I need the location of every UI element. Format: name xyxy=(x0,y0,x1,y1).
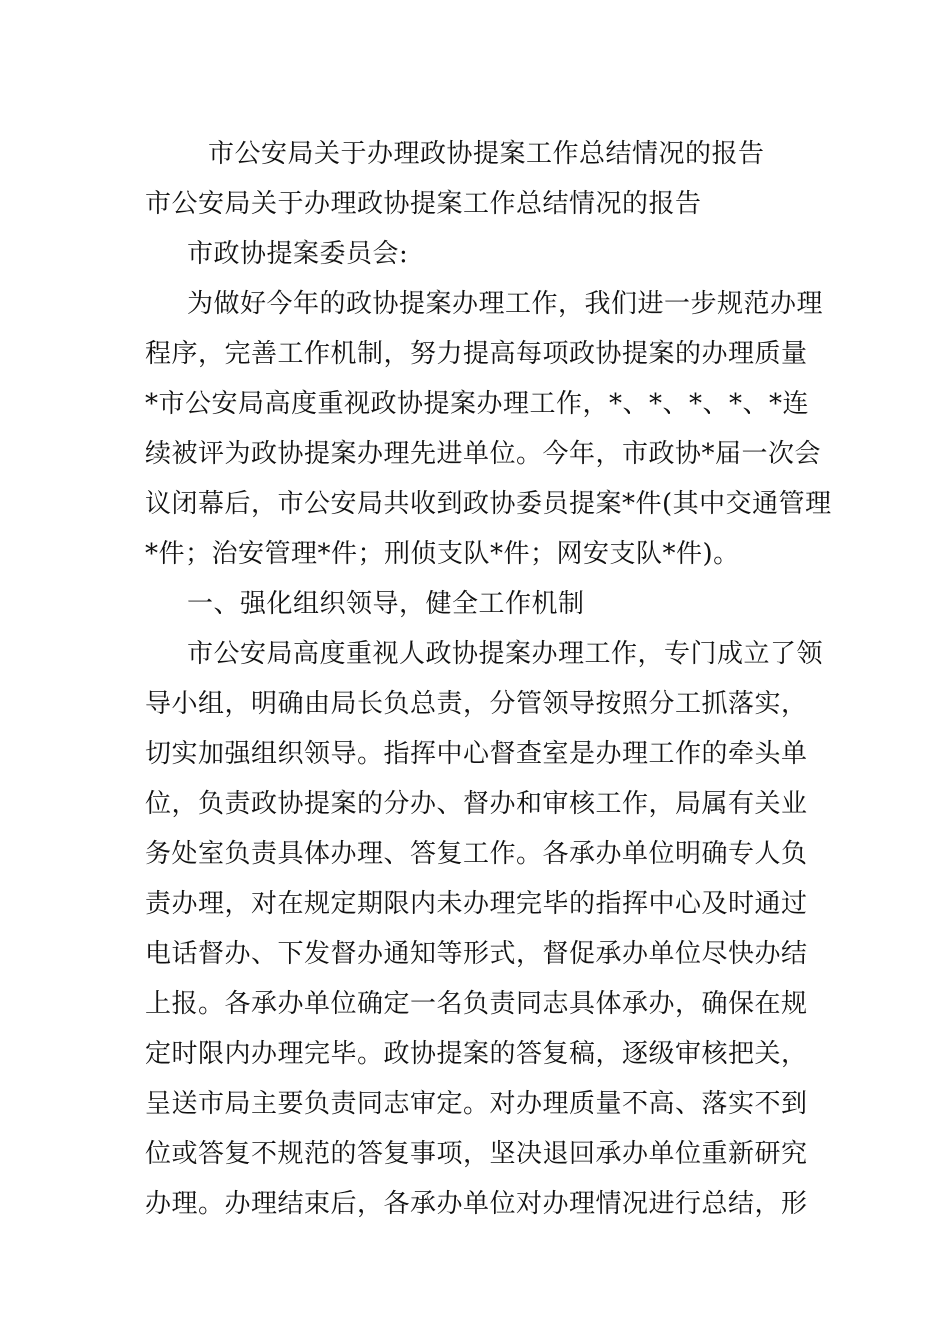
paragraph-line: 定时限内办理完毕。政协提案的答复稿，逐级审核把关， xyxy=(145,1039,808,1069)
paragraph-line: 续被评为政协提案办理先进单位。今年，市政协*届一次会 xyxy=(145,439,822,469)
paragraph-line: 位，负责政协提案的分办、督办和审核工作，局属有关业 xyxy=(145,789,808,819)
paragraph-line: *件；治安管理*件；刑侦支队*件；网安支队*件)。 xyxy=(145,539,740,569)
salutation: 市政协提案委员会: xyxy=(187,239,409,269)
paragraph-line: 办理。办理结束后，各承办单位对办理情况进行总结，形 xyxy=(145,1189,808,1219)
paragraph-line: 上报。各承办单位确定一名负责同志具体承办，确保在规 xyxy=(145,989,808,1019)
paragraph-line: 务处室负责具体办理、答复工作。各承办单位明确专人负 xyxy=(145,839,808,869)
paragraph-line: 导小组，明确由局长负总责，分管领导按照分工抓落实， xyxy=(145,689,808,719)
paragraph-line: 程序，完善工作机制，努力提高每项政协提案的办理质量 xyxy=(145,339,808,369)
paragraph-line: *市公安局高度重视政协提案办理工作，*、*、*、*、*连 xyxy=(145,389,810,419)
paragraph-line: 市公安局高度重视人政协提案办理工作，专门成立了领 xyxy=(187,639,824,669)
paragraph-line: 为做好今年的政协提案办理工作，我们进一步规范办理 xyxy=(187,289,824,319)
paragraph-line: 议闭幕后，市公安局共收到政协委员提案*件(其中交通管理 xyxy=(145,489,832,519)
paragraph-line: 电话督办、下发督办通知等形式，督促承办单位尽快办结 xyxy=(145,939,808,969)
paragraph-line: 切实加强组织领导。指挥中心督查室是办理工作的牵头单 xyxy=(145,739,808,769)
paragraph-line: 位或答复不规范的答复事项，坚决退回承办单位重新研究 xyxy=(145,1139,808,1169)
paragraph-line: 呈送市局主要负责同志审定。对办理质量不高、落实不到 xyxy=(145,1089,808,1119)
document-title: 市公安局关于办理政协提案工作总结情况的报告 xyxy=(145,189,702,219)
paragraph-line: 责办理，对在规定期限内未办理完毕的指挥中心及时通过 xyxy=(145,889,808,919)
section-heading: 一、强化组织领导，健全工作机制 xyxy=(187,589,585,619)
document-title-centered: 市公安局关于办理政协提案工作总结情况的报告 xyxy=(208,139,765,169)
